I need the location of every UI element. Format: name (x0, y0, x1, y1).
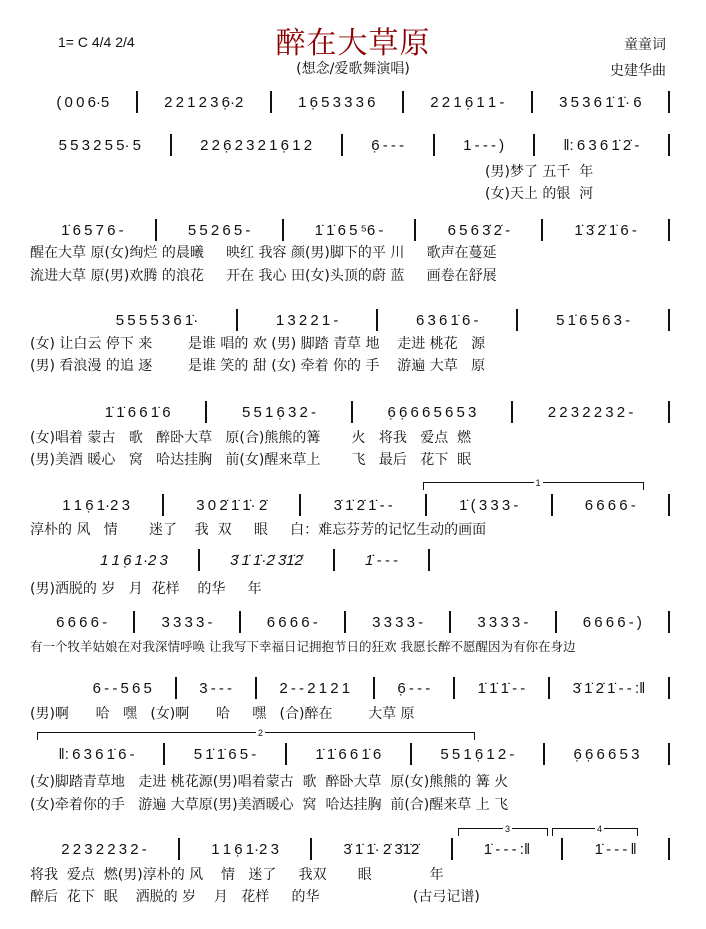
measure: 3̇ 1̇ 1̇· 2̇ 3̇1̇2̇ (343, 840, 420, 858)
measure: 5 5 1 6̣ 3 2 - (241, 403, 317, 421)
lyric-line: (男)梦了 五千 年 (485, 164, 594, 180)
measure: 1 - - - ) (463, 136, 505, 154)
notation-row (30, 743, 670, 765)
measure: 6̣ 6̣ 6 6 5 3 (573, 745, 640, 763)
measure: 6 6 6 6 - (584, 496, 636, 514)
lyric-line: (女)牵着你的手 游遍 大草原(男)美酒暖心 窝 哈达挂胸 前(合)醒来草 上 飞 (30, 797, 509, 813)
volta-number: 3 (505, 824, 511, 834)
measure: 1̇ - - - (365, 551, 398, 569)
notation-row (70, 677, 670, 699)
measure: 1̇ - - - :‖ (483, 840, 531, 858)
lyric-line: (女)脚踏青草地 走进 桃花源(男)唱着蒙古 歌 醉卧大草 原(女)熊熊的 篝 火 (30, 774, 509, 790)
measure: 3 5 3 6 1̇ 1̇· 6 (559, 93, 642, 111)
notation-row (78, 309, 670, 331)
measure: 2 - - 2 1 2 1 (279, 679, 351, 697)
measure: 6 - - 5 6 5 (92, 679, 152, 697)
volta-bracket-4 (552, 824, 638, 834)
notation-row (30, 91, 670, 113)
measure: 3̇ 1̇ 1̇·2̇ 3̇1̇2̇ (229, 551, 303, 569)
volta-bracket-1 (423, 478, 644, 488)
measure: 6̣ - - - (397, 679, 431, 697)
measure: 3̇ 1̇ 2̇ 1̇ - - (333, 496, 393, 514)
bar-line (668, 677, 670, 699)
lyric-line: (男)美酒 暖心 窝 哈达挂胸 前(女)醒来草上 飞 最后 花下 眠 (30, 452, 472, 468)
measure: ‖: 6 3 6 1̇ 6 - (58, 745, 135, 763)
measure: 6 6 6 6 - (56, 613, 108, 631)
notation-row (30, 494, 670, 516)
notation-row (30, 134, 670, 156)
volta-number: 2 (258, 728, 264, 738)
composer: 史建华曲 (610, 63, 666, 79)
lyric-line: (女)天上 的银 河 (485, 186, 594, 202)
song-title: 醉在大草原 (275, 26, 431, 61)
lyricist: 童童词 (624, 37, 666, 53)
lyric-line: 淳朴的 风 情 迷了 我 双 眼 白：难忘芬芳的记忆生动的画面 (30, 522, 487, 538)
measure: 3 3 3 3 - (372, 613, 424, 631)
measure: 2 2 6̣ 2 3 2 1 6̣ 1 2 (200, 136, 313, 154)
measure: 5 1̇ 1̇ 6 5 - (193, 745, 257, 763)
measure: 5 5 2 6 5 - (187, 221, 251, 239)
song-subtitle: (想念/爱歌舞演唱) (296, 61, 410, 77)
measure: 6̣ - - - (371, 136, 405, 154)
measure: 2 2 3 2 2 3 2 - (547, 403, 634, 421)
lyric-line: 醒在大草 原(女)绚烂 的晨曦 映红 我容 颜(男)脚下的平 川 歌声在蔓延 (30, 245, 497, 261)
measure: 6̣ 6̣ 6 6 5 6 5 3 (387, 403, 477, 421)
measure: 3 0 2̇ 1̇ 1̇· 2̇ (196, 496, 268, 514)
lyric-line: 流进大草 原(男)欢腾 的浪花 开在 我心 田(女)头顶的蔚 蓝 画卷在舒展 (30, 268, 497, 284)
lyric-line: 有一个牧羊姑娘在对我深情呼唤 让我写下幸福日记拥抱节日的狂欢 我愿长醉不愿醒因为有你在身边 (30, 639, 576, 654)
lyric-line: 醉后 花下 眠 洒脱的 岁 月 花样 的华 (古弓记谱) (30, 889, 480, 905)
notation-row (30, 838, 670, 860)
measure: 2 2 3 2 2 3 2 - (61, 840, 147, 858)
measure: 1̇ 1̇ 6 6 1̇ 6 (315, 745, 382, 763)
measure: 2 2 1 2 3 6̣·2 (164, 93, 244, 111)
bar-line (668, 134, 670, 156)
bar-line (668, 91, 670, 113)
lyric-line: (男) 看浪漫 的追 逐 是谁 笑的 甜 (女) 牵着 你的 手 游遍 大草 原 (30, 358, 486, 374)
bar-line (668, 401, 670, 423)
measure: 3 3 3 3 - (477, 613, 529, 631)
measure: 1 1 6̣ 1·2 3 (100, 551, 168, 569)
measure: ( 0 0 6·5 (56, 93, 110, 111)
measure: 1̇ 1̇ 6 5 ⁵6 - (314, 221, 384, 239)
measure: 1 1 6̣ 1·2 3 (62, 496, 130, 514)
bar-line (668, 838, 670, 860)
measure: 3 - - - (199, 679, 233, 697)
measure: 1̇ 1̇ 6 6 1̇ 6 (104, 403, 171, 421)
measure: 1̇ - - - ‖ (594, 840, 637, 858)
measure: 5 5 5 5 3 6 1̇· (115, 311, 199, 329)
measure: 5 5 1 6̣ 1 2 - (440, 745, 515, 763)
lyric-line: 将我 爱点 燃(男)淳朴的 风 情 迷了 我双 眼 年 (30, 867, 444, 883)
lyric-line: (女)唱着 蒙古 歌 醉卧大草 原(合)熊熊的篝 火 将我 爱点 燃 (30, 430, 472, 446)
measure: 2 2 1 6̣ 1 1 - (430, 93, 505, 111)
lyric-line: (女) 让白云 停下 来 是谁 唱的 欢 (男) 脚踏 青草 地 走进 桃花 源 (30, 336, 486, 352)
measure: 1̇ 1̇ 1̇ - - (477, 679, 526, 697)
notation-row (70, 401, 670, 423)
measure: 6 6 6 6 - (266, 613, 318, 631)
bar-line (428, 549, 430, 571)
volta-bracket-2 (37, 728, 475, 738)
measure: 1̇ 3̇ 2̇ 1̇ 6 - (574, 221, 637, 239)
measure: 1 3 2 2 1 - (275, 311, 339, 329)
measure: 6 6 6 6 - ) (582, 613, 642, 631)
measure: 1̇ ( 3 3 3 - (459, 496, 519, 514)
measure: 3 3 3 3 - (161, 613, 213, 631)
measure: 1 1 6̣ 1·2 3 (211, 840, 279, 858)
measure: 6 5 6 3̇ 2̇ - (447, 221, 511, 239)
bar-line (668, 494, 670, 516)
measure: 5 5 3 2 5 5· 5 (58, 136, 141, 154)
bar-line (668, 219, 670, 241)
volta-number: 4 (597, 824, 603, 834)
notation-row (30, 611, 670, 633)
measure: 5 1̇ 6 5 6 3 - (556, 311, 631, 329)
volta-bracket-3 (458, 824, 548, 834)
measure: 1̇ 6 5 7 6 - (61, 221, 124, 239)
bar-line (668, 611, 670, 633)
notation-row (30, 219, 670, 241)
volta-number: 1 (535, 478, 541, 488)
lyric-line: (男)啊 哈 嘿 (女)啊 哈 嘿 (合)醉在 大草 原 (30, 706, 415, 722)
lyric-line: (男)洒脱的 岁 月 花样 的华 年 (30, 581, 262, 597)
notation-row (70, 549, 430, 571)
measure: 3̇ 1̇ 2̇ 1̇ - - :‖ (572, 679, 646, 697)
measure: 6 3 6 1̇ 6 - (415, 311, 479, 329)
bar-line (668, 309, 670, 331)
measure: ‖: 6 3 6 1̇ 2̇ - (563, 136, 640, 154)
key-signature: 1= C 4/4 2/4 (58, 34, 135, 50)
measure: 1 6̣ 5 3 3 3 6 (298, 93, 376, 111)
bar-line (668, 743, 670, 765)
